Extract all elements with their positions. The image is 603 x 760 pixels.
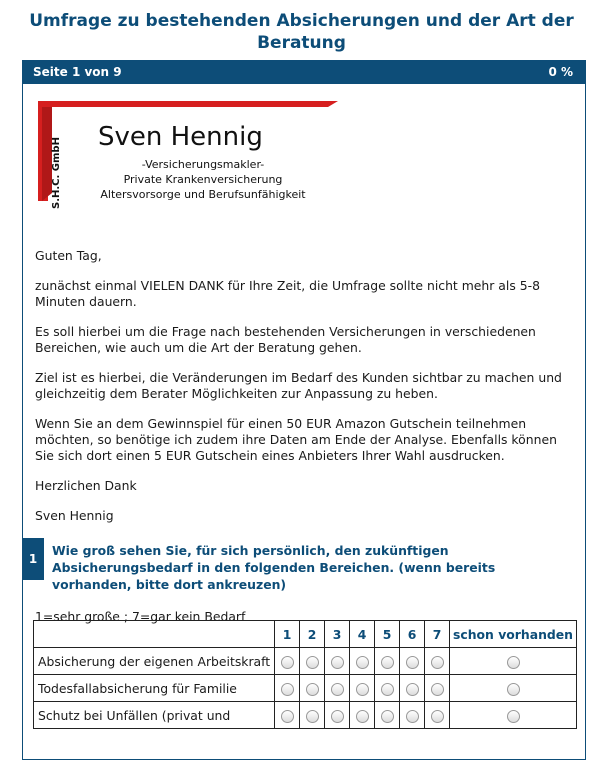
column-header: 1 <box>275 621 300 648</box>
radio-option[interactable] <box>431 656 444 669</box>
radio-option[interactable] <box>331 683 344 696</box>
radio-option[interactable] <box>431 710 444 723</box>
rating-matrix <box>33 620 577 729</box>
radio-option[interactable] <box>406 683 419 696</box>
table-row <box>34 675 577 702</box>
question-text: Wie groß sehen Sie, für sich persönlich, den zukünftigen Absicherungsbedarf in den folgenden Bereichen. (wenn bereits vorhanden, bitte dort ankreuzen) <box>52 543 496 592</box>
row-label: Absicherung der eigenen Arbeitskraft <box>34 648 275 675</box>
radio-option[interactable] <box>281 710 294 723</box>
radio-option[interactable] <box>381 710 394 723</box>
row-label: Schutz bei Unfällen (privat und <box>34 702 275 729</box>
radio-option[interactable] <box>381 683 394 696</box>
matrix-corner <box>34 621 275 648</box>
row-label: Todesfallabsicherung für Familie <box>34 675 275 702</box>
survey-title: Umfrage zu bestehenden Absicherungen und der Art der Beratung <box>29 11 574 53</box>
radio-option[interactable] <box>331 656 344 669</box>
intro-paragraph-3: Ziel ist es hierbei, die Veränderungen im Bedarf des Kunden sichtbar zu machen und gleichzeitig dem Berater Möglichkeiten zur Anpassung zu heben. <box>35 370 562 401</box>
column-header: schon vorhanden <box>450 621 577 648</box>
progress-indicator: 0 % <box>548 65 573 79</box>
radio-option[interactable] <box>356 656 369 669</box>
radio-option[interactable] <box>406 656 419 669</box>
radio-option[interactable] <box>281 683 294 696</box>
radio-option[interactable] <box>356 683 369 696</box>
column-header: 5 <box>375 621 400 648</box>
question-number: 1 <box>22 538 44 580</box>
page-header <box>23 60 585 84</box>
intro-paragraph-4: Wenn Sie an dem Gewinnspiel für einen 50 EUR Amazon Gutschein teilnehmen möchten, so benötige ich zudem ihre Daten am Ende der Analyse. Ebenfalls können Sie sich dort einen 5 EUR Gutschein eines Anbieters Ihrer Wahl ausdrucken. <box>35 416 557 463</box>
radio-option[interactable] <box>431 683 444 696</box>
column-header: 6 <box>400 621 425 648</box>
intro-paragraph-2: Es soll hierbei um die Frage nach bestehenden Versicherungen in verschiedenen Bereichen, wie auch um die Art der Beratung gehen. <box>35 324 536 355</box>
radio-option[interactable] <box>381 656 394 669</box>
logo-line-2: Private Krankenversicherung <box>123 173 283 186</box>
logo-line-3: Altersvorsorge und Berufsunfähigkeit <box>100 188 306 201</box>
survey-panel <box>22 60 586 760</box>
column-header: 2 <box>300 621 325 648</box>
intro-text <box>23 248 585 524</box>
radio-option[interactable] <box>306 683 319 696</box>
logo-vertical-text: S.H.C. GmbH <box>51 137 62 209</box>
intro-paragraph-1: zunächst einmal VIELEN DANK für Ihre Zeit, die Umfrage sollte nicht mehr als 5-8 Minuten dauern. <box>35 278 540 309</box>
radio-already-existing[interactable] <box>507 656 520 669</box>
intro-greeting: Guten Tag, <box>35 248 102 263</box>
radio-option[interactable] <box>356 710 369 723</box>
logo-line-1: -Versicherungsmakler- <box>141 158 265 171</box>
column-header: 3 <box>325 621 350 648</box>
logo-name: Sven Hennig <box>98 122 263 152</box>
radio-already-existing[interactable] <box>507 710 520 723</box>
radio-option[interactable] <box>406 710 419 723</box>
radio-option[interactable] <box>306 656 319 669</box>
radio-already-existing[interactable] <box>507 683 520 696</box>
intro-thanks: Herzlichen Dank <box>35 478 137 493</box>
table-row <box>34 702 577 729</box>
intro-signature: Sven Hennig <box>35 508 114 523</box>
column-header: 7 <box>425 621 450 648</box>
radio-option[interactable] <box>281 656 294 669</box>
column-header: 4 <box>350 621 375 648</box>
company-logo <box>23 84 585 209</box>
radio-option[interactable] <box>331 710 344 723</box>
table-row <box>34 648 577 675</box>
scale-note: 1=sehr große ; 7=gar kein Bedarf <box>35 609 246 624</box>
matrix-header-row <box>34 621 577 648</box>
question-1-header <box>23 538 585 593</box>
page-indicator: Seite 1 von 9 <box>33 65 122 79</box>
radio-option[interactable] <box>306 710 319 723</box>
